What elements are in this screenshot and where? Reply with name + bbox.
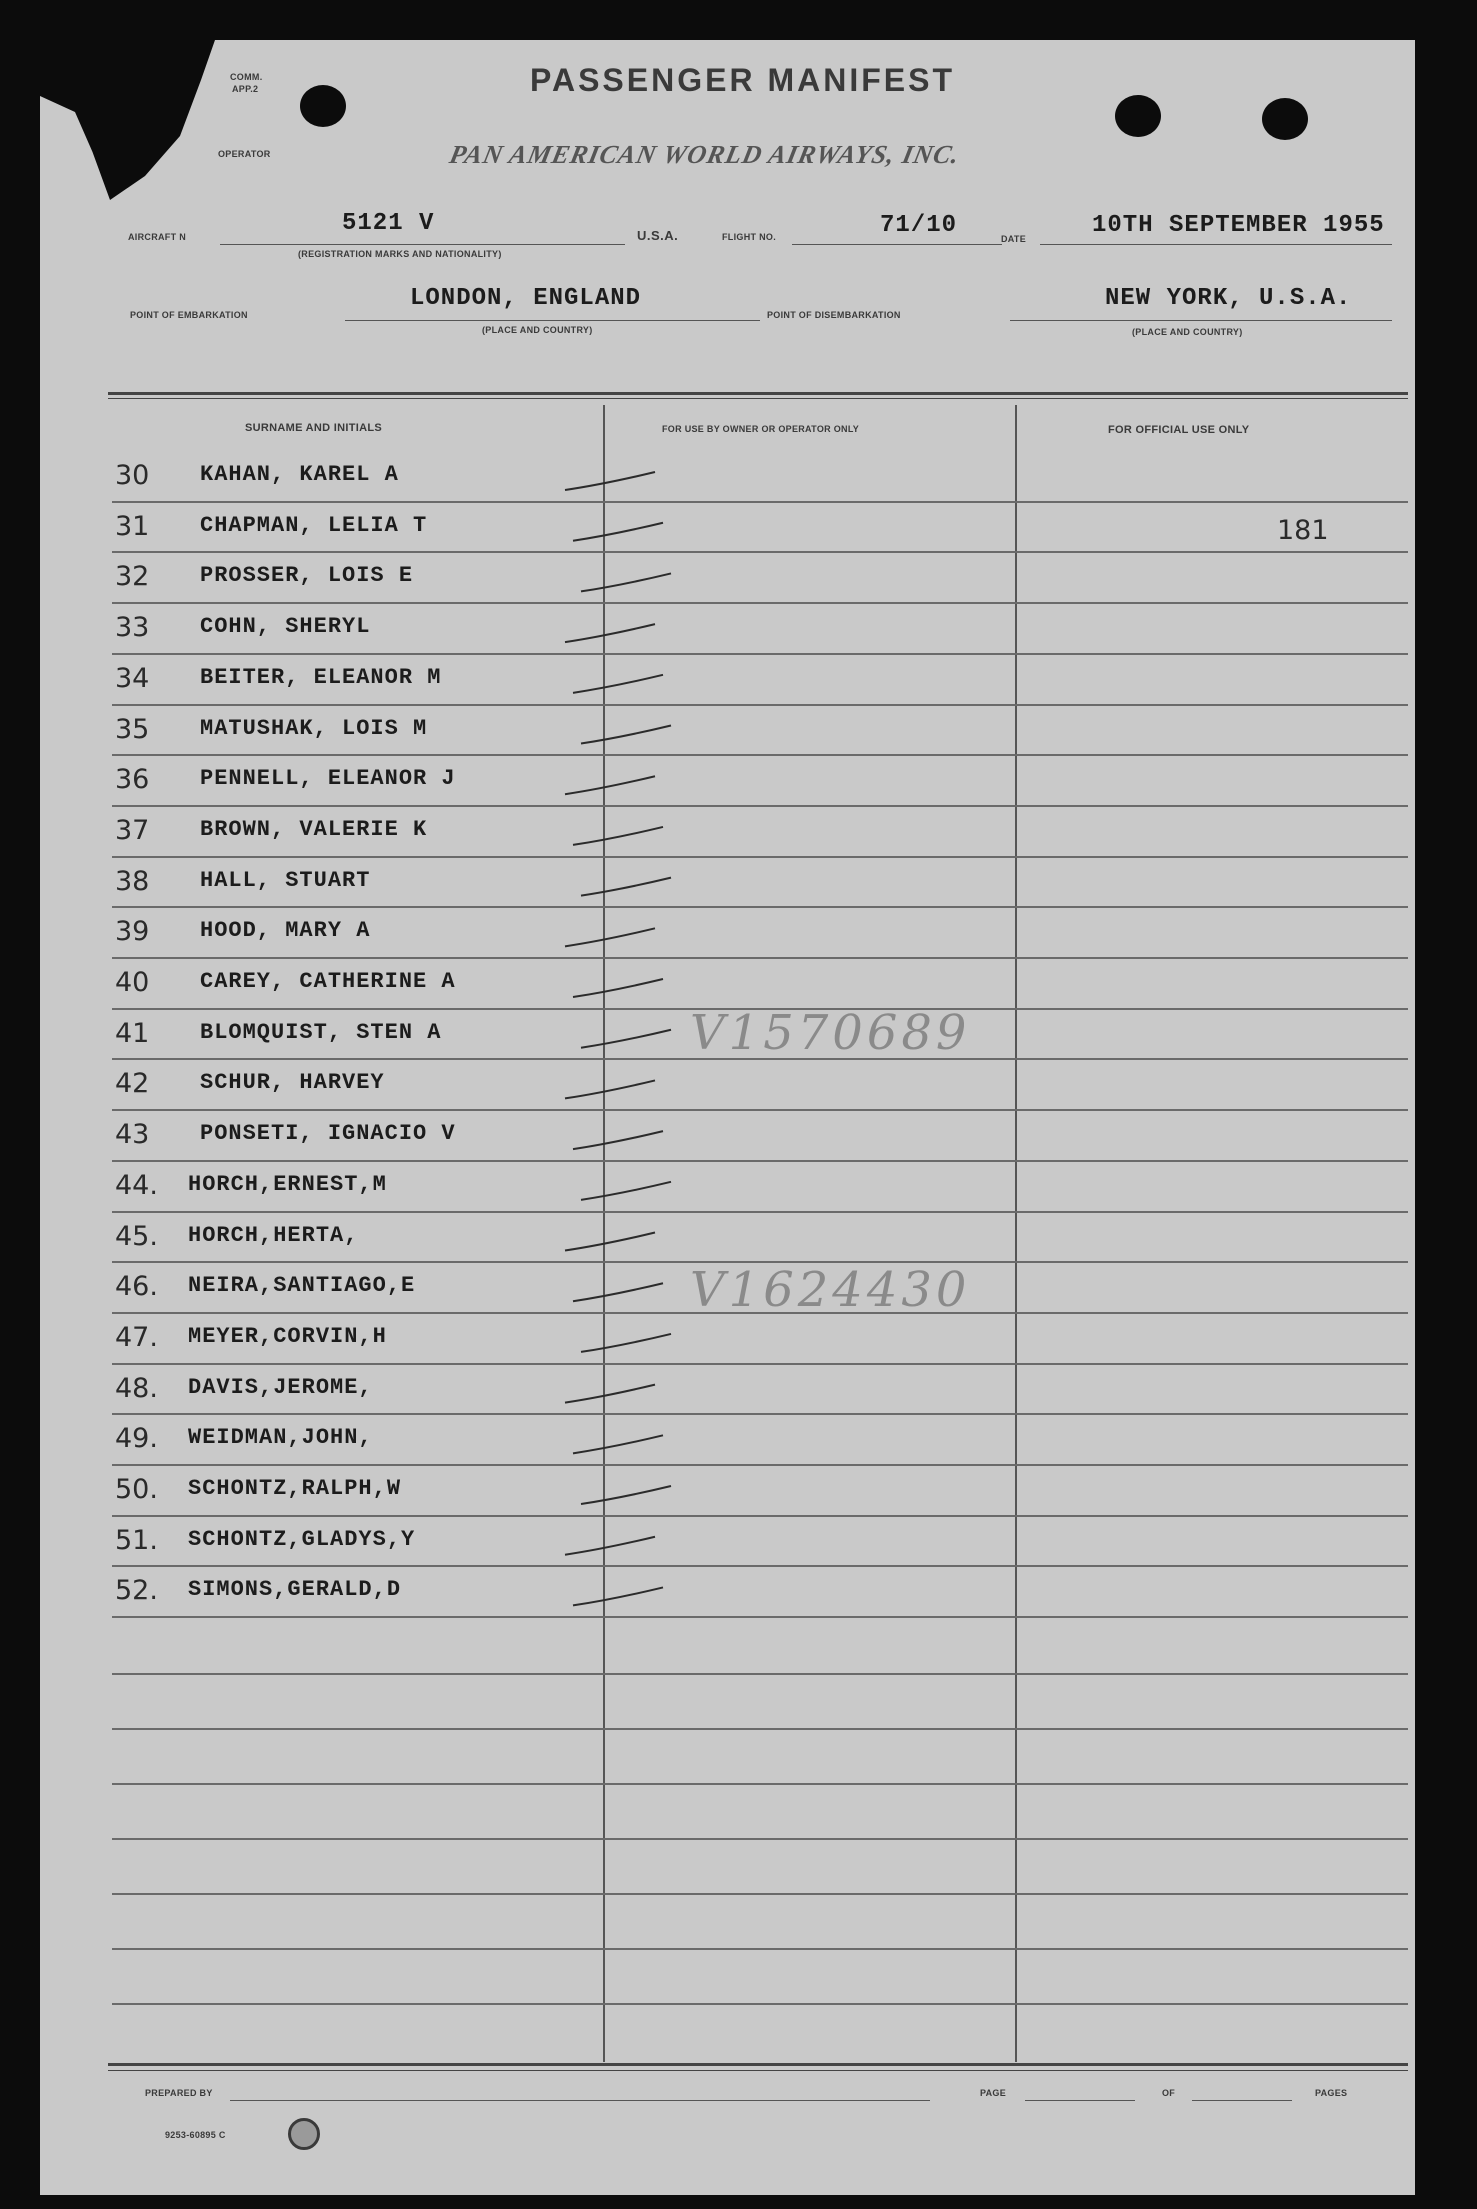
prepared-by-label: PREPARED BY <box>145 2088 213 2098</box>
passenger-number: 38 <box>115 865 150 897</box>
passenger-name: SCHUR, HARVEY <box>200 1070 385 1096</box>
check-marks-layer <box>40 40 1415 2195</box>
passenger-name: KAHAN, KAREL A <box>200 462 399 487</box>
check-mark <box>581 1030 671 1048</box>
check-mark <box>565 928 655 946</box>
check-mark <box>565 1233 655 1251</box>
passenger-name: BROWN, VALERIE K <box>200 816 428 842</box>
passenger-number: 35 <box>115 713 150 745</box>
check-mark <box>565 776 655 794</box>
passenger-number: 40 <box>115 967 150 998</box>
passenger-name: HORCH,HERTA, <box>188 1222 359 1248</box>
check-mark <box>573 523 663 541</box>
check-mark <box>581 878 671 896</box>
passenger-name: BLOMQUIST, STEN A <box>200 1019 442 1045</box>
check-mark <box>573 1131 663 1149</box>
passenger-number: 42 <box>115 1068 150 1100</box>
passenger-number: 33 <box>115 612 150 644</box>
passenger-name: SIMONS,GERALD,D <box>188 1577 402 1603</box>
passenger-number: 47. <box>115 1321 158 1353</box>
page-title: PASSENGER MANIFEST <box>530 62 955 98</box>
passenger-name: MATUSHAK, LOIS M <box>200 715 428 741</box>
passenger-number: 49. <box>115 1423 158 1455</box>
passenger-number: 43 <box>115 1119 150 1151</box>
form-number: 9253-60895 C <box>165 2130 226 2140</box>
form-code-sub: APP.2 <box>232 84 259 94</box>
column-header-official: FOR OFFICIAL USE ONLY <box>1108 424 1250 436</box>
embarkation-sublabel: (PLACE AND COUNTRY) <box>482 325 593 335</box>
airline-name: PAN AMERICAN WORLD AIRWAYS, INC. <box>447 140 963 169</box>
check-mark <box>573 1283 663 1301</box>
passenger-number: 41 <box>115 1017 150 1049</box>
date-value: 10TH SEPTEMBER 1955 <box>1092 212 1385 239</box>
check-mark <box>573 979 663 997</box>
check-mark <box>573 675 663 693</box>
passenger-name: DAVIS,JEROME, <box>188 1374 373 1400</box>
passenger-number: 51. <box>115 1524 158 1556</box>
passenger-name: PROSSER, LOIS E <box>200 563 414 589</box>
passenger-name: COHN, SHERYL <box>200 614 371 640</box>
column-header-name: SURNAME AND INITIALS <box>245 422 382 434</box>
pages-label: PAGES <box>1315 2088 1348 2098</box>
passenger-name: HOOD, MARY A <box>200 918 371 944</box>
disembarkation-sublabel: (PLACE AND COUNTRY) <box>1132 327 1243 337</box>
check-mark <box>573 827 663 845</box>
flight-value: 71/10 <box>880 212 958 239</box>
passenger-number: 34 <box>115 662 150 694</box>
passenger-name: SCHONTZ,GLADYS,Y <box>188 1526 416 1552</box>
passenger-number: 52. <box>115 1575 158 1607</box>
manifest-sheet <box>40 40 1415 2195</box>
check-mark <box>581 726 671 744</box>
passenger-number: 32 <box>115 561 150 593</box>
passenger-name: WEIDMAN,JOHN, <box>188 1425 373 1451</box>
passenger-number: 46. <box>115 1271 158 1303</box>
passenger-number: 30 <box>115 460 150 491</box>
aircraft-label: AIRCRAFT N <box>128 232 186 242</box>
form-code: COMM. <box>230 72 263 82</box>
check-mark <box>565 1537 655 1555</box>
check-mark <box>573 1435 663 1453</box>
operator-label: OPERATOR <box>218 149 271 159</box>
passenger-name: CHAPMAN, LELIA T <box>200 512 428 538</box>
passenger-number: 50. <box>115 1474 158 1505</box>
passenger-name: MEYER,CORVIN,H <box>188 1323 387 1349</box>
embarkation-label: POINT OF EMBARKATION <box>130 310 248 320</box>
check-mark <box>573 1587 663 1605</box>
passenger-number: 39 <box>115 916 150 948</box>
passenger-number: 36 <box>115 764 150 796</box>
disembarkation-label: POINT OF DISEMBARKATION <box>767 310 901 320</box>
page-label: PAGE <box>980 2088 1007 2098</box>
disembarkation-value: NEW YORK, U.S.A. <box>1105 285 1352 312</box>
passenger-number: 48. <box>115 1372 158 1404</box>
flight-label: FLIGHT NO. <box>722 232 776 242</box>
nationality-label: U.S.A. <box>637 228 679 243</box>
check-mark <box>581 1334 671 1352</box>
check-mark <box>565 1080 655 1098</box>
passenger-name: HORCH,ERNEST,M <box>188 1171 387 1197</box>
handwritten-note-1: V1570689 <box>690 1005 971 1061</box>
of-label: OF <box>1162 2088 1176 2098</box>
check-mark <box>581 1486 671 1504</box>
handwritten-note-2: V1624430 <box>690 1262 971 1318</box>
passenger-name: PONSETI, IGNACIO V <box>200 1121 456 1147</box>
passenger-name: SCHONTZ,RALPH,W <box>188 1476 402 1501</box>
aircraft-value: 5121 V <box>342 210 435 237</box>
date-label: DATE <box>1001 234 1027 244</box>
column-header-operator: FOR USE BY OWNER OR OPERATOR ONLY <box>662 424 860 434</box>
passenger-number: 31 <box>115 510 150 542</box>
passenger-name: BEITER, ELEANOR M <box>200 664 442 690</box>
passenger-name: CAREY, CATHERINE A <box>200 969 456 994</box>
passenger-name: HALL, STUART <box>200 867 371 893</box>
embarkation-value: LONDON, ENGLAND <box>410 285 642 312</box>
official-entry-31: 181 <box>1277 515 1329 546</box>
check-mark <box>565 472 655 490</box>
check-mark <box>565 624 655 642</box>
aircraft-sublabel: (REGISTRATION MARKS AND NATIONALITY) <box>298 249 502 259</box>
check-mark <box>581 1182 671 1200</box>
passenger-name: PENNELL, ELEANOR J <box>200 766 456 792</box>
passenger-name: NEIRA,SANTIAGO,E <box>188 1273 416 1299</box>
passenger-number: 37 <box>115 814 150 846</box>
passenger-number: 44. <box>115 1169 158 1201</box>
check-mark <box>565 1385 655 1403</box>
check-mark <box>581 573 671 591</box>
passenger-number: 45. <box>115 1220 158 1252</box>
